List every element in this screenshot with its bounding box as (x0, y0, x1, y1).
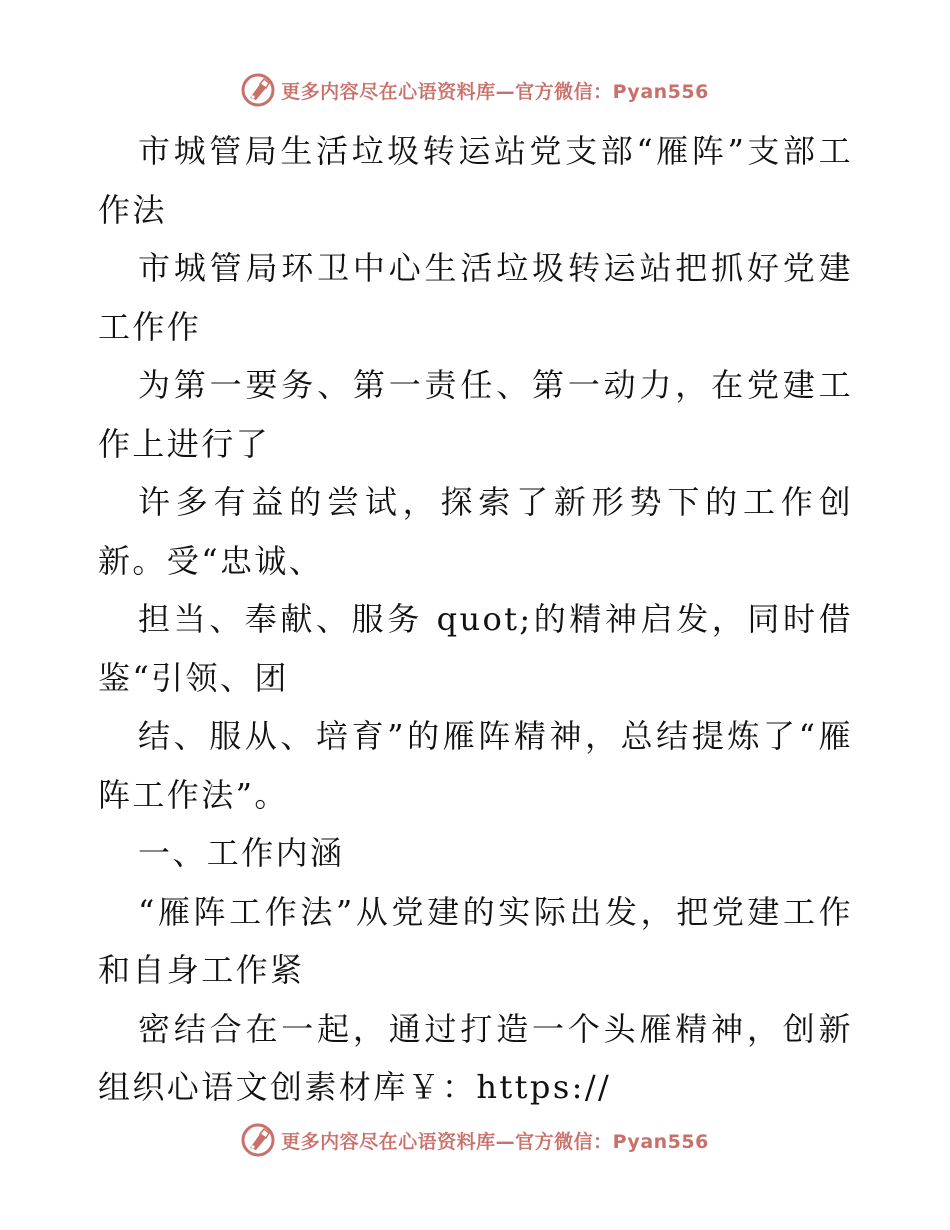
document-body (98, 122, 853, 1117)
footer-watermark (0, 1120, 950, 1160)
paragraph-title: 市城管局生活垃圾转运站党支部“雁阵”支部工作法 (98, 132, 853, 229)
paragraph: 担当、奉献、服务 quot;的精神启发，同时借鉴“引领、团 (98, 600, 853, 697)
watermark-text: 更多内容尽在心语资料库—官方微信：Pyan556 (281, 1130, 709, 1153)
paragraph: 结、服从、培育”的雁阵精神，总结提炼了“雁阵工作法”。 (98, 717, 853, 814)
header-watermark (0, 70, 950, 110)
pen-nib-logo-icon (241, 1123, 275, 1157)
section-heading: 一、工作内涵 (138, 834, 345, 872)
paragraph: 密结合在一起，通过打造一个头雁精神，创新组织心语文创素材库￥：https:// (98, 1009, 853, 1106)
paragraph: 为第一要务、第一责任、第一动力，在党建工作上进行了 (98, 366, 853, 463)
paragraph: 市城管局环卫中心生活垃圾转运站把抓好党建工作作 (98, 249, 853, 346)
paragraph: 许多有益的尝试，探索了新形势下的工作创新。受“忠诚、 (98, 483, 853, 580)
watermark-text: 更多内容尽在心语资料库—官方微信：Pyan556 (281, 80, 709, 103)
paragraph: “雁阵工作法”从党建的实际出发，把党建工作和自身工作紧 (98, 892, 853, 989)
pen-nib-logo-icon (241, 73, 275, 107)
